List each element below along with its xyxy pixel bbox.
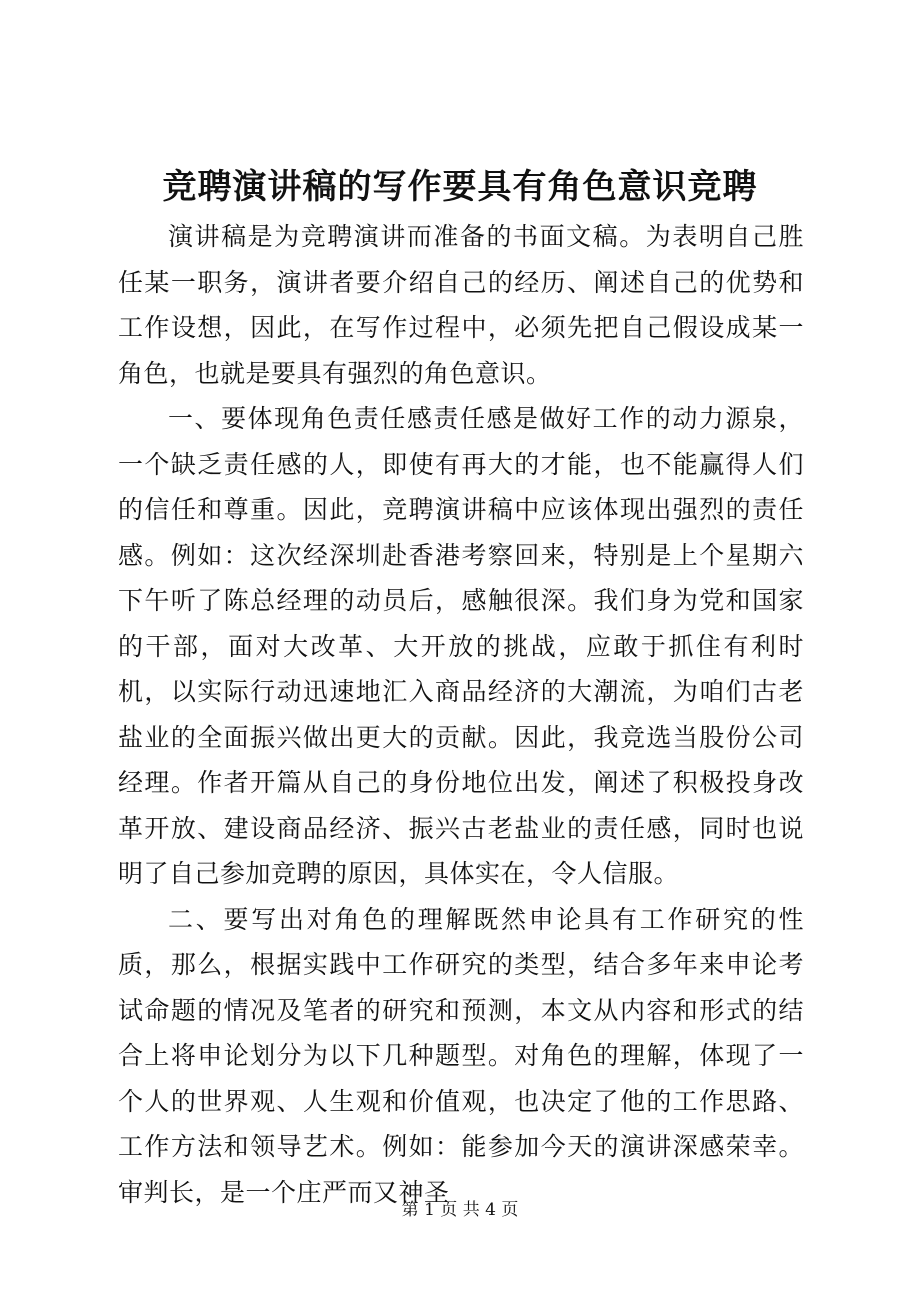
paragraph-role-understanding: 二、要写出对角色的理解既然申论具有工作研究的性质，那么，根据实践中工作研究的类型，结合多年来申论考试命题的情况及笔者的研究和预测，本文从内容和形式的结合上将申论划分为以下几种题型。对角色的理解，体现了一个人的世界观、人生观和价值观，也决定了他的工作思路、工作方法和领导艺术。例如：能参加今天的演讲深感荣幸。审判长，是一个庄严而又神圣 xyxy=(118,904,804,1207)
paragraph-intro: 演讲稿是为竞聘演讲而准备的书面文稿。为表明自己胜任某一职务，演讲者要介绍自己的经历、阐述自己的优势和工作设想，因此，在写作过程中，必须先把自己假设成某一角色，也就是要具有强烈的角色意识。 xyxy=(118,222,804,388)
document-body xyxy=(118,214,804,1215)
paragraph-responsibility: 一、要体现角色责任感责任感是做好工作的动力源泉，一个缺乏责任感的人，即使有再大的才能，也不能赢得人们的信任和尊重。因此，竞聘演讲稿中应该体现出强烈的责任感。例如：这次经深圳赴香港考察回来，特别是上个星期六下午听了陈总经理的动员后，感触很深。我们身为党和国家的干部，面对大改革、大开放的挑战，应敢于抓住有利时机，以实际行动迅速地汇入商品经济的大潮流，为咱们古老盐业的全面振兴做出更大的贡献。因此，我竞选当股份公司经理。作者开篇从自己的身份地位出发，阐述了积极投身改革开放、建设商品经济、振兴古老盐业的责任感，同时也说明了自己参加竞聘的原因，具体实在，令人信服。 xyxy=(118,404,804,888)
document-title: 竞聘演讲稿的写作要具有角色意识竞聘 xyxy=(162,167,758,207)
page-footer: 第 1 页 共 4 页 xyxy=(401,1200,519,1220)
